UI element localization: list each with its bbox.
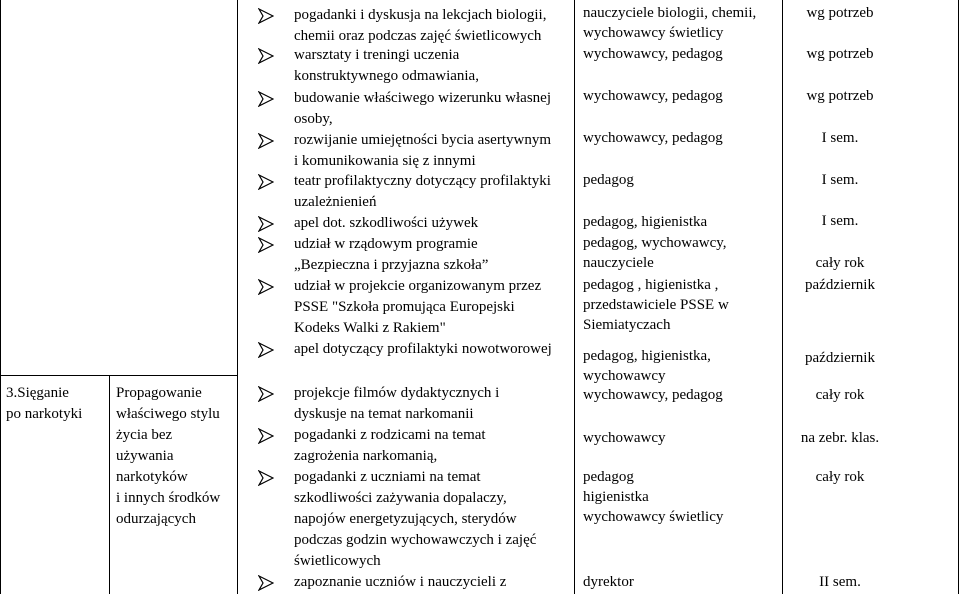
activity-line: rozwijanie umiejętności bycia asertywnym — [294, 132, 551, 148]
term-cell: cały rok — [815, 387, 865, 403]
goal-line: odurzających — [116, 511, 196, 527]
responsible-entry — [583, 170, 634, 190]
arrowhead-bullet-icon — [258, 133, 274, 149]
responsible-line: dyrektor — [583, 574, 634, 590]
activity-line: konstruktywnego odmawiania, — [294, 68, 479, 84]
activity-line: udział w rządowym programie — [294, 236, 478, 252]
responsible-line: nauczyciele biologii, chemii, — [583, 5, 757, 21]
activity-line: zagrożenia narkomanią, — [294, 448, 438, 464]
activity-line: zapoznanie uczniów i nauczycieli z — [294, 574, 507, 590]
table-border-right — [958, 0, 959, 594]
term-cell: cały rok — [815, 469, 865, 485]
responsible-line: wychowawcy, pedagog — [583, 46, 723, 62]
activity-line: podczas godzin wychowawczych i zajęć — [294, 532, 537, 548]
responsible-line: Siemiatyczach — [583, 317, 671, 333]
activity-line: uzależnienień — [294, 194, 377, 210]
responsible-line: pedagog — [583, 469, 634, 485]
responsible-entry — [583, 346, 711, 386]
activity-line: pogadanki i dyskusja na lekcjach biologii, — [294, 7, 547, 23]
arrowhead-bullet-icon — [258, 386, 274, 402]
section-title — [6, 383, 106, 425]
activity-line: chemii oraz podczas zajęć świetlicowych — [294, 28, 542, 44]
term-cell: wg potrzeb — [806, 46, 874, 62]
responsible-entry — [583, 233, 727, 273]
term-cell: I sem. — [821, 213, 859, 229]
goal-line: właściwego stylu — [116, 406, 220, 422]
responsible-entry — [583, 428, 665, 448]
responsible-entry — [583, 3, 756, 43]
responsible-line: wychowawcy świetlicy — [583, 25, 724, 41]
responsible-line: wychowawcy świetlicy — [583, 509, 724, 525]
activity-line: warsztaty i treningi uczenia — [294, 47, 460, 63]
responsible-line: wychowawcy — [583, 368, 666, 384]
term-cell: na zebr. klas. — [800, 430, 880, 446]
responsible-line: pedagog , higienistka , — [583, 277, 719, 293]
responsible-line: pedagog, wychowawcy, — [583, 235, 727, 251]
table-border-left — [0, 0, 1, 594]
arrowhead-bullet-icon — [258, 216, 274, 232]
activity-line: Kodeks Walki z Rakiem" — [294, 320, 446, 336]
responsible-entry — [583, 275, 729, 335]
responsible-entry — [583, 128, 723, 148]
term-cell: październik — [805, 277, 875, 293]
term-cell: wg potrzeb — [806, 5, 874, 21]
column-divider-3 — [574, 0, 575, 594]
activity-line: osoby, — [294, 111, 333, 127]
row-divider — [0, 375, 237, 376]
responsible-entry — [583, 385, 723, 405]
goal-line: używania — [116, 448, 174, 464]
arrowhead-bullet-icon — [258, 470, 274, 486]
term-cell: wg potrzeb — [806, 88, 874, 104]
section-goal — [116, 383, 241, 530]
arrowhead-bullet-icon — [258, 575, 274, 591]
responsible-entry — [583, 212, 707, 232]
arrowhead-bullet-icon — [258, 48, 274, 64]
activity-line: „Bezpieczna i przyjazna szkoła” — [294, 257, 489, 273]
responsible-line: pedagog — [583, 172, 634, 188]
responsible-line: higienistka — [583, 489, 649, 505]
activity-line: świetlicowych — [294, 553, 381, 569]
activity-line: apel dotyczący profilaktyki nowotworowej — [294, 341, 552, 357]
responsible-line: przedstawiciele PSSE w — [583, 297, 729, 313]
activity-line: PSSE "Szkoła promująca Europejski — [294, 299, 515, 315]
responsible-line: pedagog, higienistka, — [583, 348, 711, 364]
responsible-line: wychowawcy, pedagog — [583, 88, 723, 104]
arrowhead-bullet-icon — [258, 174, 274, 190]
arrowhead-bullet-icon — [258, 237, 274, 253]
column-divider-1 — [109, 375, 110, 594]
activity-line: pogadanki z uczniami na temat — [294, 469, 481, 485]
arrowhead-bullet-icon — [258, 8, 274, 24]
arrowhead-bullet-icon — [258, 428, 274, 444]
term-cell: październik — [805, 350, 875, 366]
activity-line: dyskusje na temat narkomanii — [294, 406, 474, 422]
responsible-entry — [583, 86, 723, 106]
column-divider-4 — [782, 0, 783, 594]
term-cell: cały rok — [815, 255, 865, 271]
arrowhead-bullet-icon — [258, 342, 274, 358]
activity-line: napojów energetyzujących, sterydów — [294, 511, 517, 527]
responsible-line: wychowawcy, pedagog — [583, 130, 723, 146]
responsible-line: nauczyciele — [583, 255, 654, 271]
goal-line: życia bez — [116, 427, 173, 443]
responsible-line: wychowawcy, pedagog — [583, 387, 723, 403]
responsible-line: pedagog, higienistka — [583, 214, 708, 230]
section-title-line: 3.Sięganie — [6, 385, 69, 401]
activity-line: udział w projekcie organizowanym przez — [294, 278, 542, 294]
activity-line: apel dot. szkodliwości używek — [294, 215, 479, 231]
section-title-line: po narkotyki — [6, 406, 83, 422]
term-cell: I sem. — [821, 130, 859, 146]
goal-line: Propagowanie — [116, 385, 202, 401]
activity-line: szkodliwości zażywania dopalaczy, — [294, 490, 507, 506]
responsible-line: wychowawcy — [583, 430, 666, 446]
responsible-entry — [583, 44, 723, 64]
responsible-entry — [583, 572, 634, 592]
activity-line: i komunikowania się z innymi — [294, 153, 476, 169]
activity-line: projekcje filmów dydaktycznych i — [294, 385, 500, 401]
goal-line: narkotyków — [116, 469, 188, 485]
term-cell: I sem. — [821, 172, 859, 188]
activity-line: teatr profilaktyczny dotyczący profilaktyki — [294, 173, 551, 189]
activity-line: pogadanki z rodzicami na temat — [294, 427, 486, 443]
responsible-entry — [583, 467, 723, 527]
arrowhead-bullet-icon — [258, 279, 274, 295]
arrowhead-bullet-icon — [258, 91, 274, 107]
term-cell: II sem. — [819, 574, 861, 590]
activity-line: budowanie właściwego wizerunku własnej — [294, 90, 552, 106]
goal-line: i innych środków — [116, 490, 221, 506]
